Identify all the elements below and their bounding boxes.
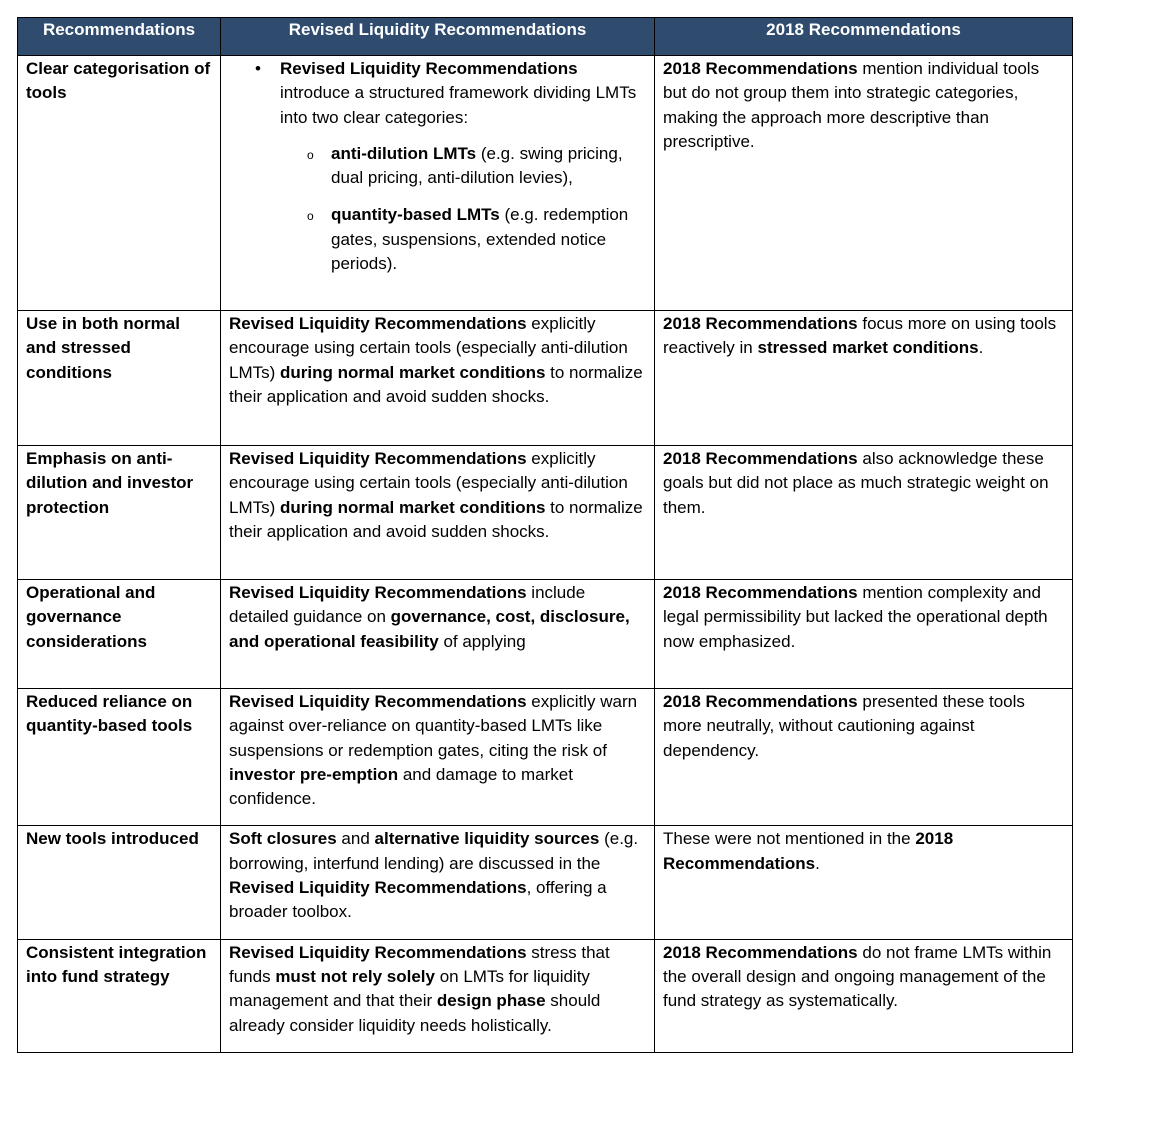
bold-text: Revised Liquidity Recommendations (229, 583, 527, 602)
old-cell (655, 580, 1073, 689)
bold-text: design phase (436, 991, 546, 1011)
text: also acknowledge these goals but did not place as much strategic weight on them. (663, 449, 1049, 517)
bold-text: Revised Liquidity Recommendations (229, 692, 527, 711)
bold-text: 2018 Recommendations (663, 692, 858, 711)
bold-text: Revised Liquidity Recommendations (229, 314, 527, 333)
row-topic: Consistent integration into fund strategy (18, 939, 221, 1052)
table-row (18, 580, 1073, 689)
text: (e.g. borrowing, interfund lending) are discussed in the (229, 829, 639, 873)
sub-list (280, 142, 646, 276)
row-topic: Clear categorisation of tools (18, 56, 221, 311)
bold-text: 2018 Recommendations (663, 942, 858, 962)
bold-text: investor pre-emption (229, 764, 399, 784)
text: to normalize their application and avoid sudden shocks. (229, 497, 643, 541)
text: of applying (438, 631, 526, 651)
text: focus more on using tools reactively in (663, 314, 1057, 358)
comparison-table (17, 17, 1073, 1053)
old-cell (655, 56, 1073, 311)
bold-text: Revised Liquidity Recommendations (280, 59, 578, 78)
text: . (815, 853, 820, 873)
header-2018: 2018 Recommendations (655, 18, 1073, 56)
bold-text: 2018 Recommendations (663, 59, 858, 78)
old-cell (655, 689, 1073, 826)
bullet-list (229, 57, 646, 276)
old-cell (655, 826, 1073, 939)
header-row (18, 18, 1073, 56)
revised-cell (221, 311, 655, 446)
bold-text: must not rely solely (275, 966, 435, 986)
text: introduce a structured framework dividing LMTs into two clear categories: (280, 83, 637, 127)
old-cell (655, 939, 1073, 1052)
bold-text: Revised Liquidity Recommendations (229, 449, 527, 468)
sub-list-item (331, 142, 646, 191)
bold-text: Revised Liquidity Recommendations (229, 878, 527, 898)
text: explicitly encourage using certain tools (especially anti-dilution LMTs) (229, 449, 628, 517)
text: (e.g. swing pricing, dual pricing, anti-dilution levies), (331, 143, 623, 188)
row-topic: Use in both normal and stressed conditions (18, 311, 221, 446)
header-recommendations: Recommendations (18, 18, 221, 56)
text: These were not mentioned in the (663, 829, 916, 849)
bold-text: governance, cost, disclosure, and operational feasibility (229, 607, 630, 651)
bold-text: 2018 Recommendations (663, 314, 858, 333)
text: and (336, 829, 375, 849)
text: stress that funds (229, 942, 610, 986)
row-topic: Operational and governance considerations (18, 580, 221, 689)
sub-list-item (331, 203, 646, 276)
row-topic: Emphasis on anti-dilution and investor protection (18, 446, 221, 580)
table-row (18, 311, 1073, 446)
revised-cell (221, 939, 655, 1052)
old-cell (655, 446, 1073, 580)
bold-text: Soft closures (229, 829, 337, 849)
bold-text: alternative liquidity sources (374, 829, 600, 849)
revised-cell (221, 56, 655, 311)
text: mention complexity and legal permissibility but lacked the operational depth now emphasized. (663, 583, 1048, 651)
text: do not frame LMTs within the overall design and ongoing management of the fund strategy as systematically. (663, 942, 1052, 1011)
revised-cell (221, 580, 655, 689)
text: , offering a broader toolbox. (229, 878, 607, 922)
text: mention individual tools but do not group them into strategic categories, making the approach more descriptive than prescriptive. (663, 59, 1040, 151)
text: . (978, 338, 984, 358)
bold-text: anti-dilution LMTs (331, 143, 477, 163)
row-topic: Reduced reliance on quantity-based tools (18, 689, 221, 826)
text: presented these tools more neutrally, without cautioning against dependency. (663, 692, 1025, 760)
table-row (18, 939, 1073, 1052)
header-revised: Revised Liquidity Recommendations (221, 18, 655, 56)
table-row (18, 689, 1073, 826)
revised-cell (221, 826, 655, 939)
bold-text: 2018 Recommendations (663, 449, 858, 468)
bold-text: during normal market conditions (280, 362, 546, 382)
text: explicitly encourage using certain tools (especially anti-dilution LMTs) (229, 314, 628, 382)
row-topic: New tools introduced (18, 826, 221, 939)
bold-text: 2018 Recommendations (663, 829, 954, 873)
text: explicitly warn against over-reliance on quantity-based LMTs like suspensions or redemption gates, citing the risk of (229, 692, 638, 760)
bold-text: 2018 Recommendations (663, 583, 858, 602)
bold-text: Revised Liquidity Recommendations (229, 942, 527, 962)
text: should already consider liquidity needs holistically. (229, 991, 601, 1035)
bold-text: quantity-based LMTs (331, 205, 500, 225)
revised-cell (221, 689, 655, 826)
table-row (18, 826, 1073, 939)
list-item (280, 57, 646, 276)
text: (e.g. redemption gates, suspensions, extended notice periods). (331, 205, 629, 274)
text: on LMTs for liquidity management and that their (229, 966, 590, 1011)
revised-cell (221, 446, 655, 580)
old-cell (655, 311, 1073, 446)
text: include detailed guidance on (229, 583, 586, 627)
bold-text: stressed market conditions (757, 338, 979, 358)
table-row (18, 56, 1073, 311)
table-row (18, 446, 1073, 580)
bold-text: during normal market conditions (280, 497, 546, 517)
text: and damage to market confidence. (229, 764, 573, 809)
text: to normalize their application and avoid sudden shocks. (229, 362, 643, 406)
